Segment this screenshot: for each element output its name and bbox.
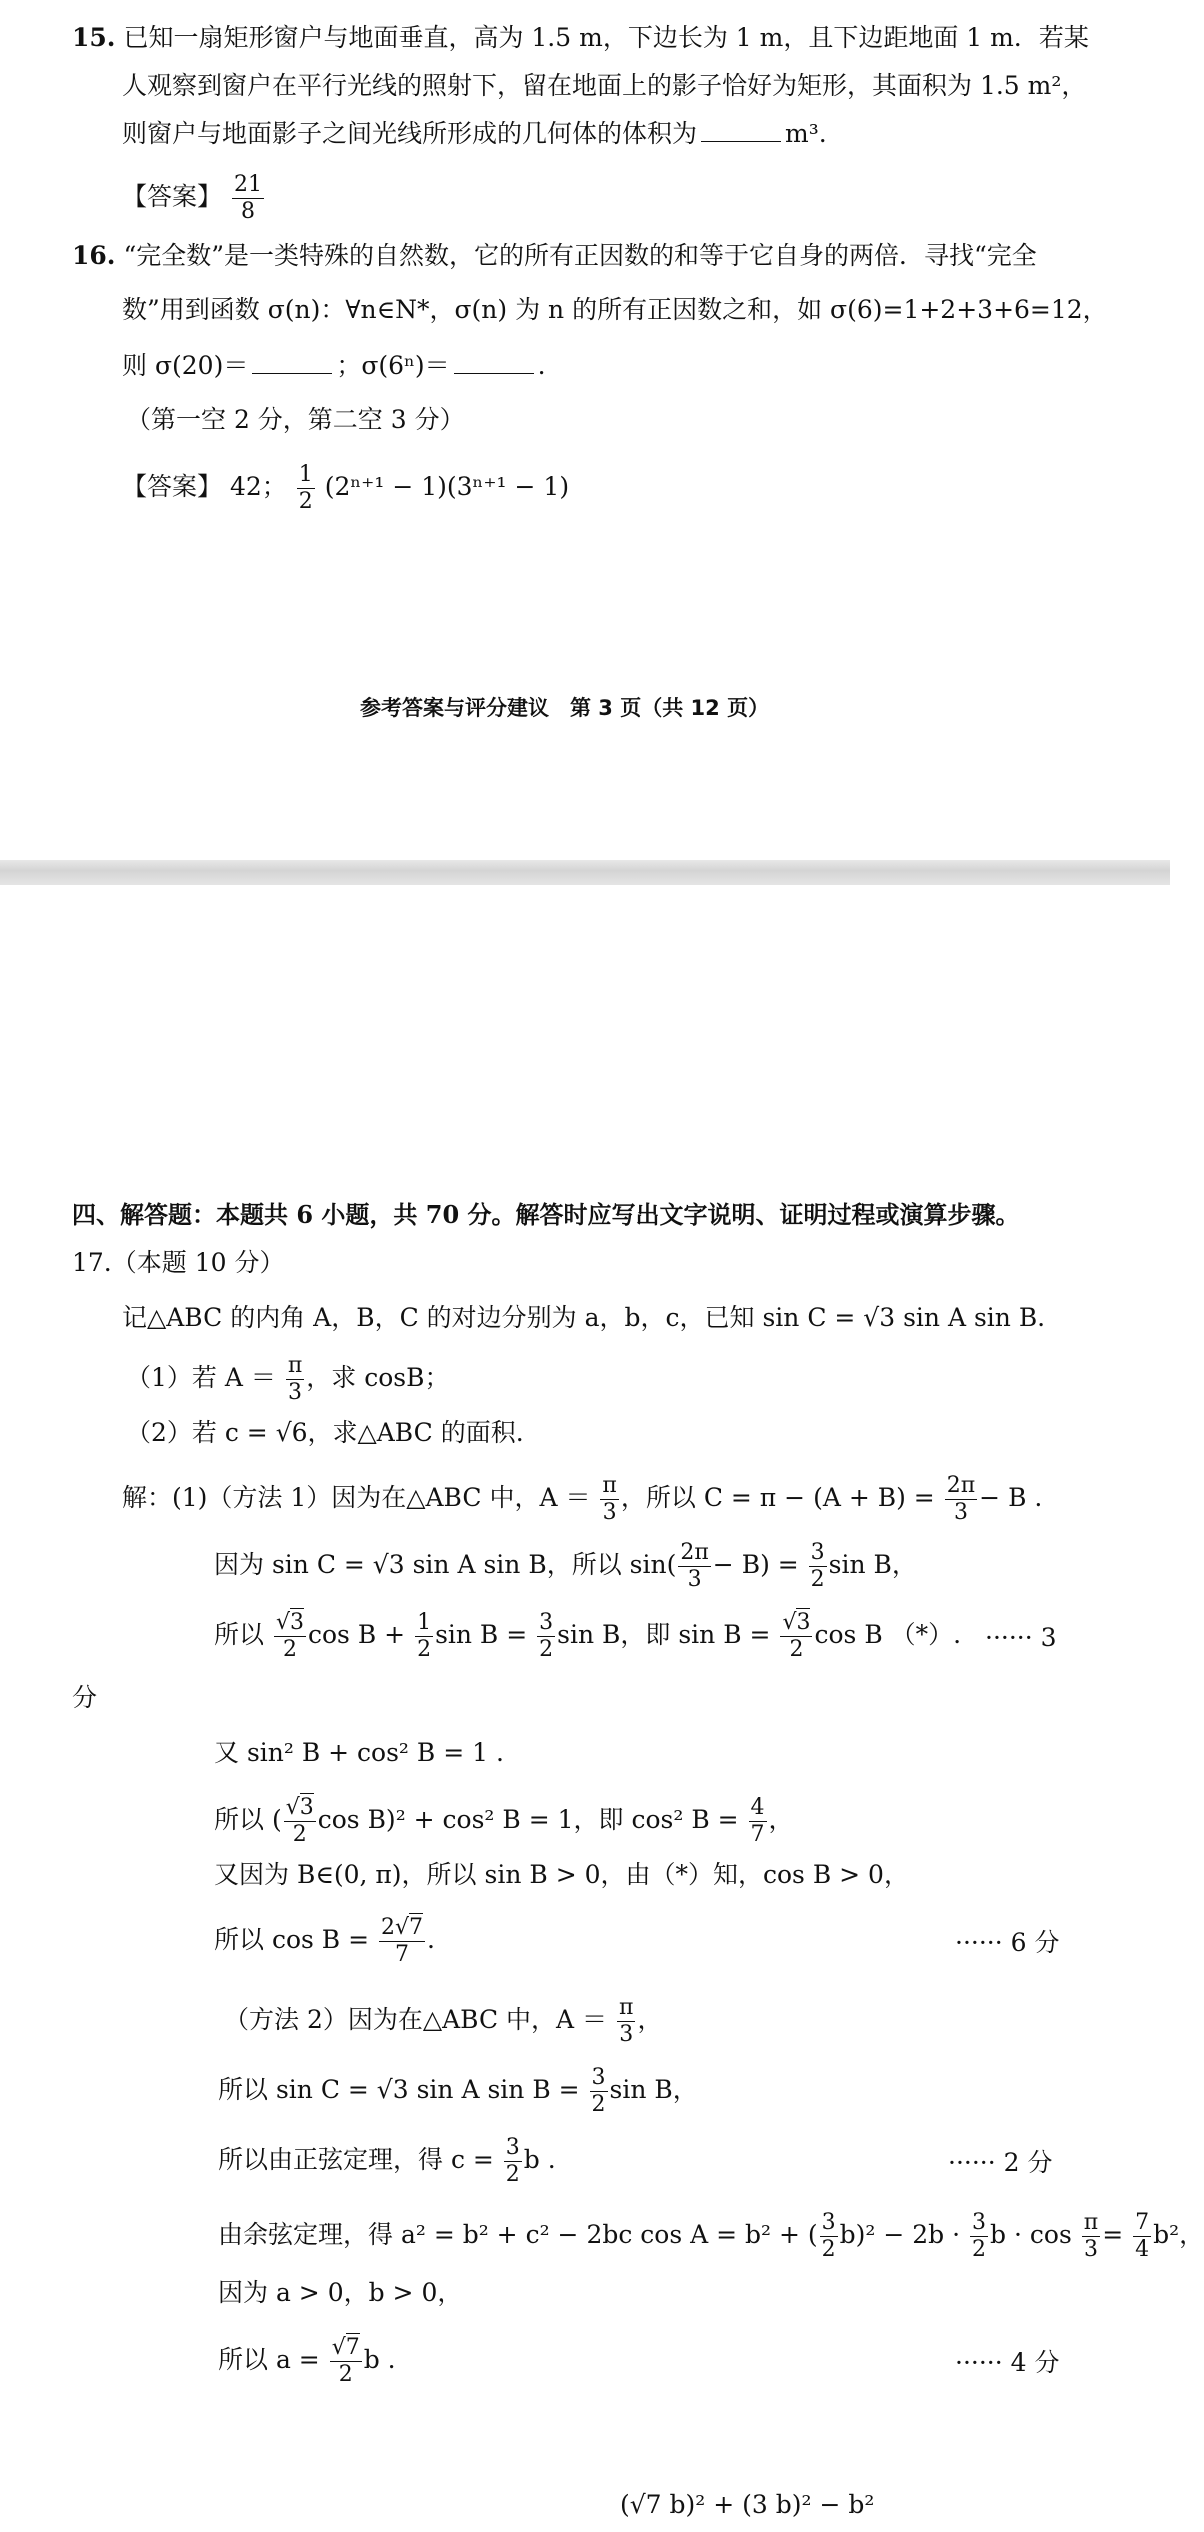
q16-answer-part2: (2ⁿ⁺¹ − 1)(3ⁿ⁺¹ − 1) bbox=[324, 472, 570, 501]
method2-line-3: 所以由正弦定理，得 c = $\frac{3}{2}$ b . bbox=[218, 2135, 556, 2187]
solution-line-5: 所以 ( $\frac{√3}{2}$ cos B)² + cos² B = 1，即 cos² B = $\frac{4}{7}$ ， bbox=[214, 1795, 794, 1847]
cut-off-line: (√7 b)² + (3 b)² − b² bbox=[620, 2490, 875, 2519]
answer-label: 【答案】 bbox=[122, 182, 223, 211]
solution-line-2: 因为 sin C = √3 sin A sin B，所以 sin( $\frac{2\pi}{3}$ − B) = $\frac{3}{2}$ sin B， bbox=[214, 1540, 917, 1592]
q16-answer-part1: 42； bbox=[229, 472, 287, 501]
answer-page-3 bbox=[0, 0, 1170, 870]
answer-blank bbox=[252, 349, 332, 374]
solution-line-3: 所以 $\frac{√3}{2}$ cos B + $\frac{1}{2}$ sin B = $\frac{3}{2}$ sin B，即 sin B = $\frac{√3}{2}$ cos B （*）. bbox=[214, 1610, 962, 1662]
solution-line-1: 解：(1)（方法 1）因为在△ABC 中，A ＝ $\frac{\pi}{3}$ ，所以 C = π − (A + B) = $\frac{2\pi}{3}$ − B . bbox=[122, 1473, 1043, 1525]
q17-stem: 记△ABC 的内角 A，B，C 的对边分别为 a，b，c，已知 sin C = √3 sin A sin B. bbox=[122, 1303, 1046, 1332]
method2-line-6: 所以 a = $\frac{√7}{2}$ b . bbox=[218, 2335, 396, 2387]
q17-part1: （1）若 A ＝ $\frac{\pi}{3}$ ，求 cosB； bbox=[126, 1353, 450, 1405]
method2-line-2: 所以 sin C = √3 sin A sin B = $\frac{3}{2}$ sin B， bbox=[218, 2065, 698, 2117]
method2-line-4: 由余弦定理，得 a² = b² + c² − 2bc cos A = b² + ( $\frac{3}{2}$ b)² − 2b · $\frac{3}{2}$ b · cos $\frac{\pi}{3}$ = $\frac{7}{4}$ b²， bbox=[218, 2210, 1204, 2262]
q15-answer bbox=[122, 172, 266, 225]
answer-blank bbox=[454, 349, 534, 374]
score-mark-6: ······ 6 分 bbox=[955, 1928, 1060, 1957]
q15-text-3: 则窗户与地面影子之间光线所形成的几何体的体积为 bbox=[122, 119, 698, 148]
q16-number: 16. bbox=[72, 241, 116, 270]
answer-blank bbox=[701, 117, 781, 142]
q15-line1 bbox=[72, 20, 1089, 56]
section-title: 四、解答题：本题共 6 小题，共 70 分。解答时应写出文字说明、证明过程或演算步骤。 bbox=[72, 1200, 1020, 1229]
q16-text-3c: . bbox=[537, 351, 546, 380]
score-mark-2: ······ 2 分 bbox=[948, 2148, 1053, 2177]
q15-text-1: 已知一扇矩形窗户与地面垂直，高为 1.5 m，下边长为 1 m，且下边距地面 1 m．若某 bbox=[123, 23, 1089, 52]
solution-line-6: 又因为 B∈(0, π)，所以 sin B > 0，由（*）知，cos B > 0， bbox=[214, 1860, 909, 1889]
q15-text-2: 人观察到窗户在平行光线的照射下，留在地面上的影子恰好为矩形，其面积为 1.5 m²， bbox=[122, 71, 1087, 100]
q15-unit: m³. bbox=[785, 119, 827, 148]
score-mark-3-wrap: 分 bbox=[72, 1683, 98, 1712]
solution-line-7: 所以 cos B = $\frac{2√7}{7}$ . bbox=[214, 1915, 435, 1967]
q16-line1 bbox=[72, 238, 1037, 274]
score-mark-4: ······ 4 分 bbox=[955, 2348, 1060, 2377]
page-separator bbox=[0, 860, 1170, 886]
method2-line-1: （方法 2）因为在△ABC 中，A ＝ $\frac{\pi}{3}$ ， bbox=[224, 1995, 663, 2047]
answer-page-4 bbox=[0, 885, 1204, 2532]
page-footer: 参考答案与评分建议 第 3 页（共 12 页） bbox=[360, 696, 770, 720]
solution-line-4: 又 sin² B + cos² B = 1 . bbox=[214, 1738, 504, 1767]
method2-line-5: 因为 a > 0，b > 0， bbox=[218, 2278, 463, 2307]
q16-score-note: （第一空 2 分，第二空 3 分） bbox=[126, 405, 465, 434]
answer-label: 【答案】 bbox=[122, 472, 223, 501]
q15-answer-fraction: $\frac{21}{8}$ bbox=[233, 172, 262, 224]
q17-header: 17.（本题 10 分） bbox=[72, 1248, 285, 1277]
q16-text-3b: ；σ(6ⁿ)＝ bbox=[336, 351, 450, 380]
q16-answer-fraction: $\frac{1}{2}$ bbox=[298, 462, 313, 514]
q16-text-2: 数”用到函数 σ(n)：∀n∈N*，σ(n) 为 n 的所有正因数之和，如 σ(6)=1+2+3+6=12， bbox=[122, 295, 1108, 324]
q16-text-1: “完全数”是一类特殊的自然数，它的所有正因数的和等于它自身的两倍．寻找“完全 bbox=[123, 241, 1037, 270]
q16-text-3a: 则 σ(20)＝ bbox=[122, 351, 249, 380]
q16-answer bbox=[122, 462, 569, 515]
q16-line3 bbox=[122, 348, 546, 384]
q15-line3 bbox=[122, 116, 827, 152]
score-mark-3: ······ 3 bbox=[985, 1623, 1057, 1652]
q17-part2: （2）若 c = √6，求△ABC 的面积. bbox=[126, 1418, 524, 1447]
q15-number: 15. bbox=[72, 23, 116, 52]
